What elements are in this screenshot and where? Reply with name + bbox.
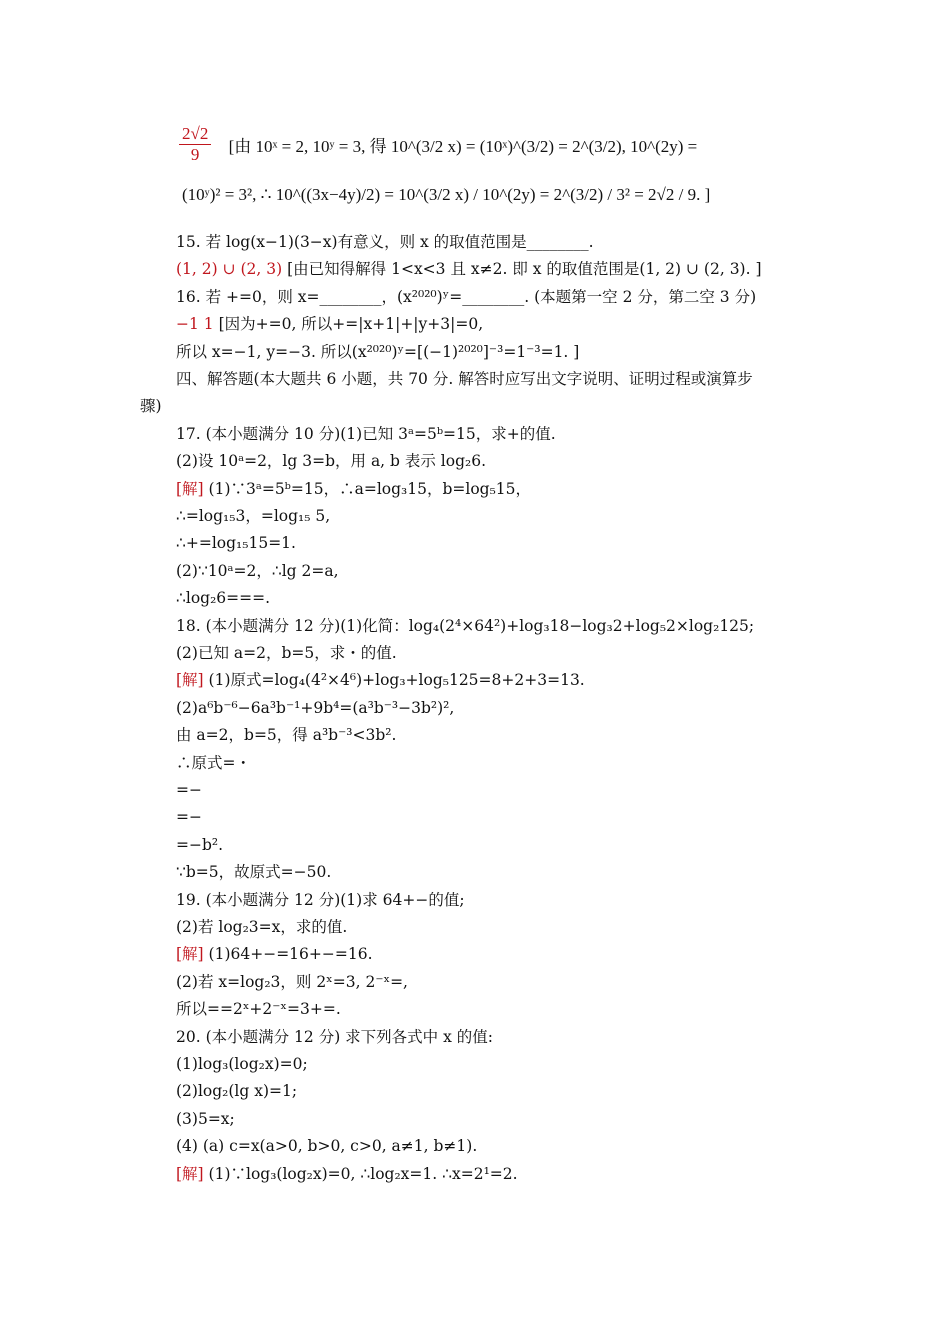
line-text: (2)若 x=log₂3，则 2ˣ=3, 2⁻ˣ=, <box>176 973 408 991</box>
line-text: (4) (a) c=x(a>0, b>0, c>0, a≠1, b≠1). <box>176 1137 478 1155</box>
math-row-2: (10ʸ)² = 3², ∴ 10^((3x−4y)/2) = 10^(3/2 x) / 10^(2y) = 2^(3/2) / 3² = 2√2 / 9. ] <box>182 185 711 204</box>
text-line <box>176 533 296 553</box>
text-line <box>140 396 162 416</box>
text-line <box>176 944 373 964</box>
line-text: 18. (本小题满分 12 分)(1)化简：log₄(2⁴×64²)+log₃18−log₃2+log₅2×log₂125; <box>176 617 755 635</box>
text-line <box>176 342 579 362</box>
answer-text: [解] <box>176 945 204 963</box>
text-line <box>176 616 754 636</box>
text-line <box>176 314 483 334</box>
text-line <box>176 259 762 279</box>
text-line <box>176 1027 493 1047</box>
text-line <box>176 1054 308 1074</box>
text-line <box>176 753 251 773</box>
line-text: (1)∵3ᵃ=5ᵇ=15，∴a=log₃15，b=log₅15， <box>203 480 532 498</box>
text-line <box>176 972 408 992</box>
text-line <box>176 862 331 882</box>
line-text: 所以 x=−1, y=−3. 所以(x²⁰²⁰)ʸ=[(−1)²⁰²⁰]⁻³=1⁻³=1. ] <box>176 343 580 361</box>
line-text: ∵b=5，故原式=−50. <box>176 863 332 881</box>
line-text: 20. (本小题满分 12 分) 求下列各式中 x 的值: <box>176 1028 493 1046</box>
line-text: (1)∵log₃(log₂x)=0, ∴log₂x=1. ∴x=2¹=2. <box>203 1165 518 1183</box>
text-line <box>176 369 753 389</box>
line-text: 19. (本小题满分 12 分)(1)求 64+−的值; <box>176 891 465 909</box>
text-line <box>176 698 454 718</box>
line-text: (1)log₃(log₂x)=0; <box>176 1055 308 1073</box>
answer-fraction-numerator: 2√2 <box>179 124 211 145</box>
line-text: =−b². <box>176 836 224 854</box>
text-line <box>176 287 756 307</box>
answer-text: [解] <box>176 671 204 689</box>
line-text: ∴+=log₁₅15=1. <box>176 534 296 552</box>
line-text: (2)若 log₂3=x，求的值. <box>176 918 348 936</box>
answer-fraction <box>179 124 211 165</box>
text-line <box>176 807 202 827</box>
text-line <box>176 725 396 745</box>
text-line <box>176 1136 477 1156</box>
text-line <box>176 424 556 444</box>
line-text: [由已知得解得 1<x<3 且 x≠2. 即 x 的取值范围是(1, 2) ∪ (2, 3). ] <box>282 260 762 278</box>
line-text: [因为+=0, 所以+=|x+1|+|y+3|=0, <box>213 315 484 333</box>
text-line <box>176 561 339 581</box>
line-text: 17. (本小题满分 10 分)(1)已知 3ᵃ=5ᵇ=15，求+的值. <box>176 425 556 443</box>
text-line <box>176 1081 297 1101</box>
answer-text: (1, 2) ∪ (2, 3) <box>176 260 283 278</box>
text-line <box>176 451 486 471</box>
line-text: (2)已知 a=2，b=5，求・的值. <box>176 644 397 662</box>
math-row-1-text: [由 10ˣ = 2, 10ʸ = 3, 得 10^(3/2 x) = (10ˣ)^(3/2) = 2^(3/2), 10^(2y) = <box>228 137 698 156</box>
answer-text: [解] <box>176 480 204 498</box>
line-text: (2)log₂(lg x)=1; <box>176 1082 298 1100</box>
text-line <box>176 643 397 663</box>
text-line <box>176 232 594 252</box>
text-line <box>176 479 531 499</box>
math-row-1 <box>176 124 697 165</box>
line-text: ∴=log₁₅3，=log₁₅ 5, <box>176 507 331 525</box>
line-text: (1)64+−=16+−=16. <box>203 945 373 963</box>
answer-text: [解] <box>176 1165 204 1183</box>
line-text: (1)原式=log₄(4²×4⁶)+log₃+log₅125=8+2+3=13. <box>203 671 585 689</box>
text-line <box>176 890 465 910</box>
line-text: ∴原式=・ <box>176 754 251 772</box>
line-text: (3)5=x; <box>176 1110 235 1128</box>
line-text: (2)设 10ᵃ=2，lg 3=b，用 a, b 表示 log₂6. <box>176 452 487 470</box>
line-text: 由 a=2，b=5，得 a³b⁻³<3b². <box>176 726 397 744</box>
line-text: 所以==2ˣ+2⁻ˣ=3+=. <box>176 1000 341 1018</box>
text-line <box>176 835 223 855</box>
text-line <box>176 1109 235 1129</box>
line-text: =− <box>176 781 202 799</box>
line-text: (2)∵10ᵃ=2，∴lg 2=a, <box>176 562 339 580</box>
answer-fraction-denominator: 9 <box>190 145 200 164</box>
text-line <box>176 917 347 937</box>
text-line <box>176 999 341 1019</box>
line-text: 16. 若 +=0，则 x=________，(x²⁰²⁰)ʸ=________. (本题第一空 2 分，第二空 3 分) <box>176 288 757 306</box>
text-line <box>176 588 270 608</box>
answer-text: −1 1 <box>176 315 214 333</box>
line-text: =− <box>176 808 202 826</box>
line-text: 骤) <box>140 397 162 415</box>
line-text: 四、解答题(本大题共 6 小题，共 70 分. 解答时应写出文字说明、证明过程或演算步 <box>176 370 753 388</box>
text-line <box>176 780 202 800</box>
line-text: 15. 若 log(x−1)(3−x)有意义，则 x 的取值范围是________. <box>176 233 594 251</box>
text-line <box>176 1164 518 1184</box>
line-text: (2)a⁶b⁻⁶−6a³b⁻¹+9b⁴=(a³b⁻³−3b²)², <box>176 699 455 717</box>
line-text: ∴log₂6===. <box>176 589 271 607</box>
text-line <box>176 506 330 526</box>
text-line <box>176 670 585 690</box>
